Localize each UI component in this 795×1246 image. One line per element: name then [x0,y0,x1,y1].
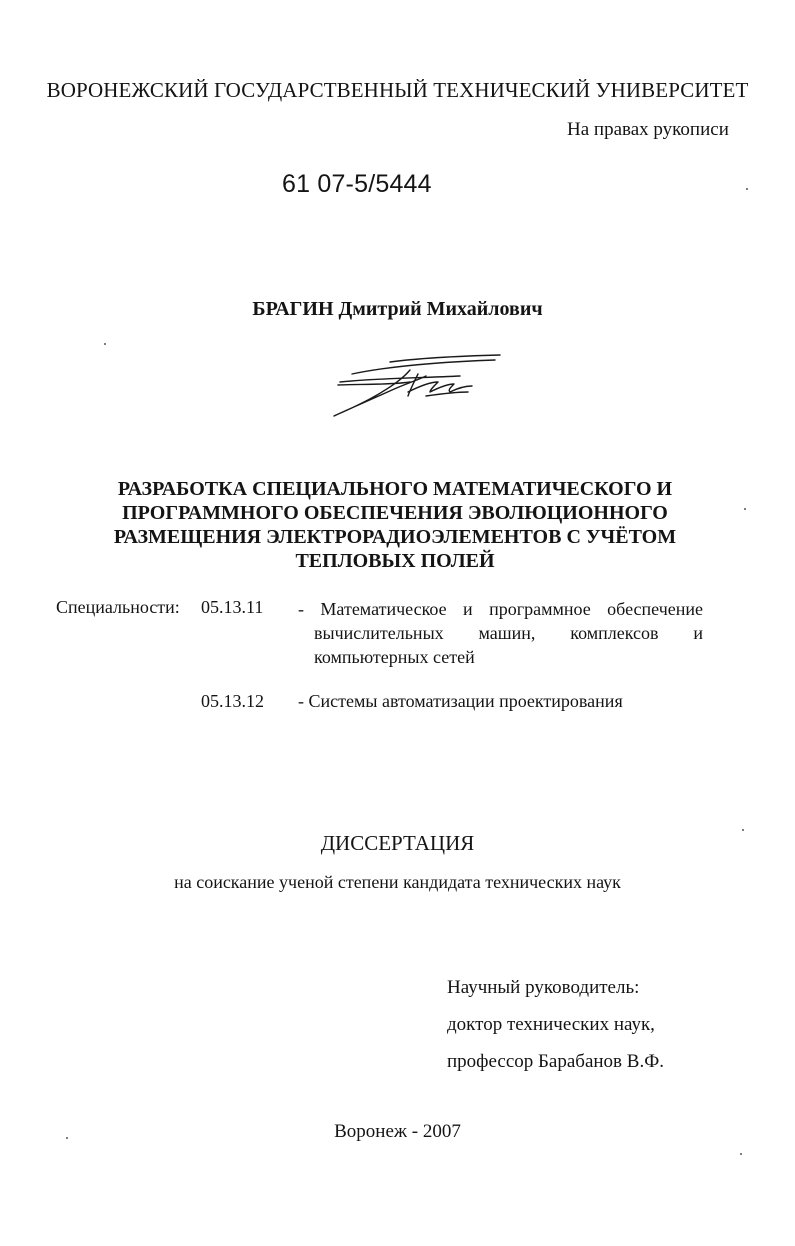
scan-speck [746,188,748,190]
supervisor-degree: доктор технических наук, [447,1014,655,1035]
supervisor-name: профессор Барабанов В.Ф. [447,1051,664,1072]
title-line-2: ПРОГРАММНОГО ОБЕСПЕЧЕНИЯ ЭВОЛЮЦИОННОГО [122,502,668,524]
document-type: ДИССЕРТАЦИЯ [320,831,475,855]
scan-speck [742,829,744,831]
archive-number: 61 07-5/5444 [282,170,432,198]
specialty-description-1 [298,597,703,669]
scan-speck [744,508,746,510]
specialty-1-line-2: вычислительных машин, комплексов и [314,623,703,643]
scan-speck [104,343,106,345]
specialty-code-1: 05.13.11 [201,597,264,617]
city-year: Воронеж - 2007 [334,1121,461,1142]
degree-statement: на соискание ученой степени кандидата технических наук [174,872,621,892]
specialty-description-2: - Системы автоматизации проектирования [298,691,623,711]
scan-speck [740,1153,742,1155]
title-line-4: ТЕПЛОВЫХ ПОЛЕЙ [295,550,495,572]
author-name: БРАГИН Дмитрий Михайлович [252,298,543,320]
title-line-1: РАЗРАБОТКА СПЕЦИАЛЬНОГО МАТЕМАТИЧЕСКОГО И [117,478,673,500]
specialty-code-2: 05.13.12 [201,691,264,711]
dissertation-title [100,477,690,573]
supervisor-label: Научный руководитель: [447,977,640,998]
scan-speck [66,1137,68,1139]
manuscript-rights-note: На правах рукописи [567,119,729,140]
author-signature-icon [330,352,505,420]
university-name: ВОРОНЕЖСКИЙ ГОСУДАРСТВЕННЫЙ ТЕХНИЧЕСКИЙ УНИВЕРСИТЕТ [46,78,749,102]
specialties-label: Специальности: [56,597,180,617]
title-line-3: РАЗМЕЩЕНИЯ ЭЛЕКТРОРАДИОЭЛЕМЕНТОВ С УЧЁТОМ [113,526,677,548]
specialty-1-line-3: компьютерных сетей [314,647,475,667]
specialty-1-line-1: - Математическое и программное обеспечение [298,599,703,619]
